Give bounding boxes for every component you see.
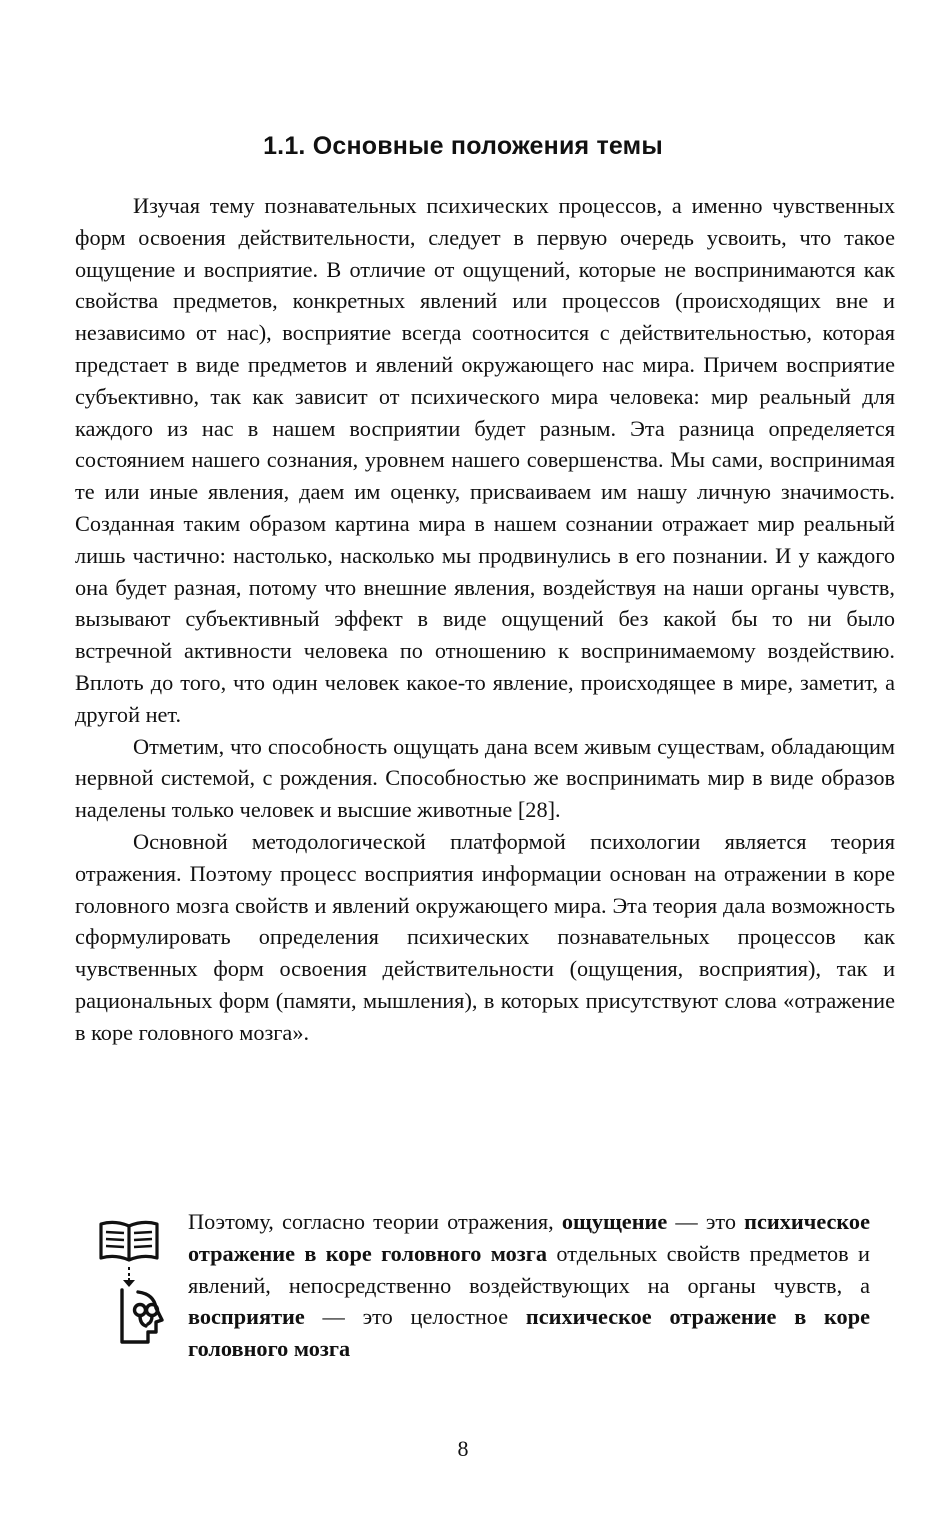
paragraph-3: Основной методологической платформой психологии является теория отражения. Поэтому процесс восприятия информации основан на отражении в коре головного мозга свойств и явлений окружающего мира. Эта теория дала возможность сформулировать определения психических познавательных процессов как чувственных форм освоения действительности (ощущения, восприятия), так и рациональных форм (памяти, мышления), в которых присутствуют слова «отражение в коре головного мозга». [75, 828, 895, 1045]
paragraph-1: Изучая тему познавательных психических процессов, а именно чувственных форм освоения действительности, следует в первую очередь усвоить, что такое ощущение и восприятие. В отличие от ощущений, которые не воспринимаются как свойства предметов, конкретных явлений или процессов (происходящих вне и независимо от нас), восприятие всегда соотносится с действительностью, которая предстает в виде предметов и явлений окружающего нас мира. Причем восприятие субъективно, так как зависит от психического мира человека: мир реальный для каждого из нас в нашем восприятии будет разным. Эта разница определяется состоянием нашего сознания, уровнем нашего совершенства. Мы сами, воспринимая те или иные явления, даем им оценку, присваиваем им нашу личную значимость. Созданная таким образом картина мира в нашем сознании отражает мир реальный лишь частично: настолько, насколько мы продвинулись в его познании. И у каждого она будет разная, потому что внешние явления, воздействуя на наши органы чувств, вызывают субъективный эффект в виде ощущений без какой бы то ни было встречной активности человека по отношению к воспринимаемому воздействию. Вплоть до того, что один человек какое-то явление, происходящее в мире, заметит, а другой нет. [75, 193, 895, 727]
callout-text: — это [667, 1209, 745, 1234]
definition-emphasis: психическое отражение в коре головного мозга [188, 1304, 870, 1362]
paragraph-2: Отметим, что способность ощущать дана всем живым существам, обладающим нервной системой, с рождения. Способностью же воспринимать мир в виде образов наделены только человек и высшие животные [28]. [75, 733, 895, 823]
term-perception: восприятие [188, 1304, 305, 1330]
term-sensation: ощущение [561, 1209, 668, 1234]
page-number: 8 [457, 1436, 469, 1461]
definition-callout [188, 1206, 870, 1365]
down-arrow-icon [119, 1266, 139, 1288]
callout-text: Поэтому, согласно теории отражения, [188, 1209, 562, 1234]
head-brain-icon [112, 1286, 168, 1346]
section-heading: 1.1. Основные положения темы [263, 132, 663, 160]
callout-text: — это целостное [304, 1304, 526, 1330]
callout-text: отдельных свойств предметов и явлений, непосредственно воздействующих на органы чувств, а [188, 1240, 870, 1298]
definition-text [188, 1206, 870, 1365]
body-text [75, 190, 895, 1049]
definition-emphasis: психическое отражение в коре головного мозга [188, 1209, 870, 1266]
open-book-icon [97, 1218, 161, 1266]
